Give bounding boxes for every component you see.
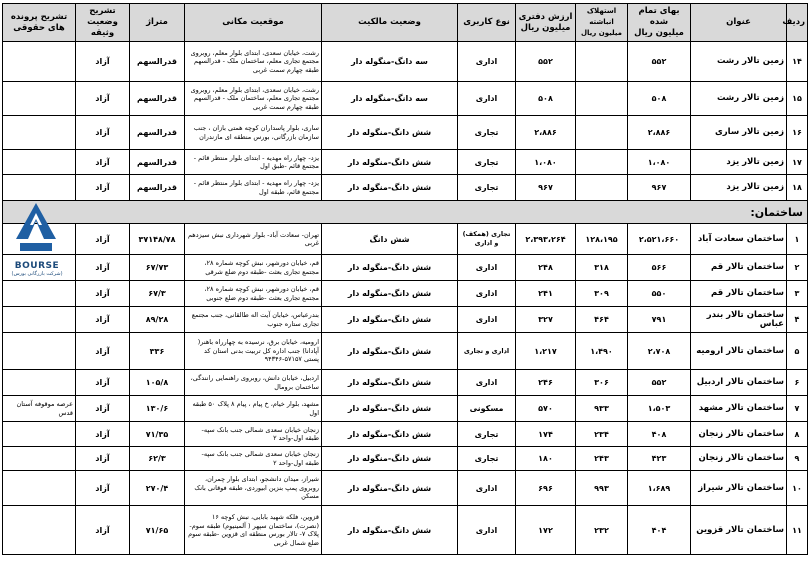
table-row	[3, 506, 808, 555]
cell-title: زمین تالار یزد	[691, 175, 787, 201]
logo-name: BOURSE	[14, 261, 60, 271]
cell-usage: تجاری	[458, 447, 516, 471]
cell-area: ۷۱/۳۵	[130, 422, 185, 447]
cell-usage: تجاری	[458, 116, 516, 150]
cell-deed: آزاد	[76, 471, 130, 506]
cell-depreciation: ۴۶۴	[576, 307, 628, 333]
cell-area: ۶۷/۳	[130, 281, 185, 307]
header-row	[3, 4, 808, 42]
table-row	[3, 281, 808, 307]
cell-area: ۸۹/۲۸	[130, 307, 185, 333]
cell-usage: تجاری	[458, 422, 516, 447]
cell-book-value: ۲۴۸	[516, 255, 576, 281]
cell-ownership: شش دانگ-منگوله دار	[322, 396, 458, 422]
cell-legal	[3, 116, 76, 150]
cell-usage: مسکونی	[458, 396, 516, 422]
table-row	[3, 396, 808, 422]
table-row	[3, 82, 808, 116]
cell-title: زمین تالار یزد	[691, 150, 787, 175]
table-row	[3, 224, 808, 255]
cell-title: ساختمان تالار ارومیه	[691, 333, 787, 370]
cell-book-value: ۱،۰۸۰	[516, 150, 576, 175]
cell-book-value: ۱۷۴	[516, 422, 576, 447]
cell-deed: آزاد	[76, 506, 130, 555]
cell-area: ۲۷۰/۴	[130, 471, 185, 506]
cell-depreciation	[576, 116, 628, 150]
header-deed: تشریح وضعیت وثیقه	[76, 4, 130, 42]
header-depreciation: استهلاک انباشته میلیون ریال	[576, 4, 628, 42]
cell-depreciation: ۳۰۶	[576, 370, 628, 396]
cell-title: زمین تالار ساری	[691, 116, 787, 150]
cell-cost: ۵۰۸	[628, 82, 691, 116]
cell-depreciation: ۳۰۹	[576, 281, 628, 307]
logo-subtitle: (شرکت بازرگانی بورس)	[11, 271, 63, 277]
table-row	[3, 471, 808, 506]
table-row	[3, 175, 808, 201]
cell-cost: ۴۲۳	[628, 447, 691, 471]
cell-deed: آزاد	[76, 447, 130, 471]
cell-deed: آزاد	[76, 116, 130, 150]
header-area: متراژ	[130, 4, 185, 42]
cell-legal	[3, 42, 76, 82]
cell-book-value: ۱،۲۱۷	[516, 333, 576, 370]
cell-radif: ۱۶	[787, 116, 808, 150]
header-book-value: ارزش دفتری میلیون ریال	[516, 4, 576, 42]
cell-title: ساختمان تالار زنجان	[691, 422, 787, 447]
cell-usage: اداری	[458, 255, 516, 281]
table-row	[3, 333, 808, 370]
cell-location: قم، خیابان دورشهر، نبش کوچه شماره ۲۸، مجتمع تجاری بعثت -طبقه دوم ضلع شرقی	[185, 255, 322, 281]
cell-depreciation: ۱۲۸،۱۹۵	[576, 224, 628, 255]
cell-legal	[3, 175, 76, 201]
asset-table	[2, 3, 808, 555]
cell-depreciation: ۳۱۸	[576, 255, 628, 281]
cell-legal	[3, 307, 76, 333]
cell-deed: آزاد	[76, 82, 130, 116]
cell-book-value: ۶۹۶	[516, 471, 576, 506]
cell-legal	[3, 333, 76, 370]
table-row	[3, 150, 808, 175]
cell-deed: آزاد	[76, 224, 130, 255]
cell-location: اردبیل، خیابان دانش، روبروی راهنمایی رانندگی، ساختمان برومال	[185, 370, 322, 396]
cell-usage: اداری	[458, 281, 516, 307]
cell-location: ارومیه، خیابان برق، نرسیده به چهارراه باهنر( آپادانا) جنب اداره کل تربیت بدنی استان کد پستی ۵۷۱۵۷-۹۴۳۴۶	[185, 333, 322, 370]
cell-book-value: ۲۴۶	[516, 370, 576, 396]
cell-radif: ۹	[787, 447, 808, 471]
cell-ownership: شش دانگ-منگوله دار	[322, 471, 458, 506]
cell-depreciation: ۲۴۳	[576, 447, 628, 471]
cell-legal	[3, 150, 76, 175]
cell-area: ۶۲/۳	[130, 447, 185, 471]
cell-location: قزوین، فلکه شهید بابایی، نبش کوچه ۱۶ (نصرت)، ساختمان سپهر ( آلمینیوم) طبقه سوم- پلاک ۷- تالار بورس منطقه ای قزوین -طبقه سوم ضلع شمال غربی	[185, 506, 322, 555]
cell-deed: آزاد	[76, 42, 130, 82]
cell-radif: ۱۵	[787, 82, 808, 116]
cell-usage: اداری و تجاری	[458, 333, 516, 370]
cell-legal	[3, 82, 76, 116]
cell-book-value: ۵۰۸	[516, 82, 576, 116]
cell-radif: ۶	[787, 370, 808, 396]
cell-title: ساختمان تالار قم	[691, 281, 787, 307]
cell-book-value: ۵۷۰	[516, 396, 576, 422]
cell-title: ساختمان تالار اردبیل	[691, 370, 787, 396]
cell-usage: اداری	[458, 370, 516, 396]
cell-location: تهران- سعادت آباد- بلوار شهرداری نبش سیزدهم غربی	[185, 224, 322, 255]
cell-location: یزد- چهار راه مهدیه - ابتدای بلوار منتظر قائم - مجتمع قائم، طبقه اول	[185, 175, 322, 201]
cell-area: ۱۳۰/۶	[130, 396, 185, 422]
table-row	[3, 116, 808, 150]
cell-area: قدرالسهم	[130, 175, 185, 201]
cell-ownership: شش دانگ-منگوله دار	[322, 255, 458, 281]
cell-radif: ۳	[787, 281, 808, 307]
cell-cost: ۲،۸۸۶	[628, 116, 691, 150]
cell-area: قدرالسهم	[130, 42, 185, 82]
cell-cost: ۵۵۲	[628, 370, 691, 396]
cell-deed: آزاد	[76, 255, 130, 281]
cell-cost: ۱،۰۸۰	[628, 150, 691, 175]
cell-deed: آزاد	[76, 422, 130, 447]
cell-depreciation	[576, 150, 628, 175]
cell-location: بندرعباس، خیابان آیت اله طالقانی، جنب مجتمع تجاری ستاره جنوب	[185, 307, 322, 333]
header-cost: بهای تمام شده میلیون ریال	[628, 4, 691, 42]
cell-radif: ۱۰	[787, 471, 808, 506]
bourse-logo-icon	[6, 199, 66, 269]
cell-title: ساختمان سعادت آباد	[691, 224, 787, 255]
cell-ownership: شش دانگ-منگوله دار	[322, 281, 458, 307]
table-row	[3, 255, 808, 281]
cell-book-value: ۲،۸۸۶	[516, 116, 576, 150]
table-row	[3, 307, 808, 333]
cell-radif: ۷	[787, 396, 808, 422]
cell-legal: عرصه موقوفه آستان قدس	[3, 396, 76, 422]
cell-title: ساختمان تالار قم	[691, 255, 787, 281]
cell-cost: ۲،۵۲۱،۶۶۰	[628, 224, 691, 255]
cell-area: قدرالسهم	[130, 82, 185, 116]
cell-ownership: شش دانگ	[322, 224, 458, 255]
table-row	[3, 42, 808, 82]
cell-title: زمین تالار رشت	[691, 82, 787, 116]
cell-location: رشت، خیابان سعدی، ابتدای بلوار معلم، روبروی مجتمع تجاری معلم، ساختمان ملک - قدرالسهم طبقه چهارم سمت غربی	[185, 82, 322, 116]
cell-radif: ۱۸	[787, 175, 808, 201]
cell-radif: ۲	[787, 255, 808, 281]
cell-area: ۷۱/۶۵	[130, 506, 185, 555]
cell-location: زنجان خیابان سعدی شمالی جنب بانک سپه- طبقه اول-واحد ۲	[185, 447, 322, 471]
cell-radif: ۸	[787, 422, 808, 447]
cell-ownership: سه دانگ-منگوله دار	[322, 82, 458, 116]
cell-title: زمین تالار رشت	[691, 42, 787, 82]
cell-location: ساری، بلوار پاسداران کوچه همتی بازان ، جنب سازمان بازرگانی، بورس منطقه ای مازندران	[185, 116, 322, 150]
cell-radif: ۵	[787, 333, 808, 370]
cell-depreciation: ۲۳۴	[576, 422, 628, 447]
header-ownership: وضعیت مالکیت	[322, 4, 458, 42]
asset-table-sheet	[2, 3, 807, 555]
cell-cost: ۱،۶۸۹	[628, 471, 691, 506]
cell-cost: ۲،۷۰۸	[628, 333, 691, 370]
cell-deed: آزاد	[76, 333, 130, 370]
cell-depreciation: ۹۳۳	[576, 396, 628, 422]
cell-title: ساختمان تالار زنجان	[691, 447, 787, 471]
building-rows	[3, 224, 808, 555]
cell-deed: آزاد	[76, 175, 130, 201]
cell-usage: تجاری (همکف) و اداری	[458, 224, 516, 255]
cell-location: مشهد، بلوار خیام، خ پیام ، پیام ۸ پلاک ۵۰ طبقه اول	[185, 396, 322, 422]
cell-cost: ۹۶۷	[628, 175, 691, 201]
cell-depreciation: ۱،۴۹۰	[576, 333, 628, 370]
cell-location: شیراز، میدان دانشجو، ابتدای بلوار چمران، روبروی پمپ بنزین ابیوردی، طبقه فوقانی بانک مسکن	[185, 471, 322, 506]
cell-title: ساختمان تالار بندر عباس	[691, 307, 787, 333]
cell-title: ساختمان تالار شیراز	[691, 471, 787, 506]
cell-radif: ۱۴	[787, 42, 808, 82]
cell-area: ۶۷/۷۳	[130, 255, 185, 281]
cell-depreciation	[576, 42, 628, 82]
cell-location: زنجان خیابان سعدی شمالی جنب بانک سپه- طبقه اول-واحد ۲	[185, 422, 322, 447]
cell-book-value: ۹۶۷	[516, 175, 576, 201]
cell-legal	[3, 370, 76, 396]
cell-area: ۱۰۵/۸	[130, 370, 185, 396]
cell-book-value: ۱۸۰	[516, 447, 576, 471]
cell-usage: تجاری	[458, 175, 516, 201]
table-row	[3, 422, 808, 447]
cell-cost: ۵۶۶	[628, 255, 691, 281]
cell-location: رشت، خیابان سعدی، ابتدای بلوار معلم، روبروی مجتمع تجاری معلم، ساختمان ملک - قدرالسهم طبقه چهارم سمت غربی	[185, 42, 322, 82]
cell-book-value: ۲۴۱	[516, 281, 576, 307]
header-title: عنوان	[691, 4, 787, 42]
cell-cost: ۱،۵۰۳	[628, 396, 691, 422]
cell-depreciation	[576, 82, 628, 116]
header-radif: ردیف	[787, 4, 808, 42]
cell-area: قدرالسهم	[130, 150, 185, 175]
cell-ownership: شش دانگ-منگوله دار	[322, 506, 458, 555]
cell-legal	[3, 447, 76, 471]
cell-ownership: شش دانگ-منگوله دار	[322, 175, 458, 201]
cell-ownership: شش دانگ-منگوله دار	[322, 370, 458, 396]
land-rows	[3, 42, 808, 201]
cell-ownership: شش دانگ-منگوله دار	[322, 307, 458, 333]
cell-usage: تجاری	[458, 150, 516, 175]
cell-area: ۳۳۶	[130, 333, 185, 370]
cell-book-value: ۱۷۲	[516, 506, 576, 555]
cell-usage: اداری	[458, 42, 516, 82]
cell-legal	[3, 422, 76, 447]
cell-cost: ۴۰۸	[628, 422, 691, 447]
cell-title: ساختمان تالار قزوین	[691, 506, 787, 555]
cell-radif: ۱۱	[787, 506, 808, 555]
cell-usage: اداری	[458, 471, 516, 506]
cell-deed: آزاد	[76, 150, 130, 175]
cell-usage: اداری	[458, 82, 516, 116]
cell-legal	[3, 281, 76, 307]
cell-location: قم، خیابان دورشهر، نبش کوچه شماره ۲۸، مجتمع تجاری بعثت -طبقه دوم ضلع جنوبی	[185, 281, 322, 307]
cell-deed: آزاد	[76, 281, 130, 307]
cell-title: ساختمان تالار مشهد	[691, 396, 787, 422]
cell-book-value: ۵۵۲	[516, 42, 576, 82]
cell-legal	[3, 506, 76, 555]
cell-cost: ۵۵۲	[628, 42, 691, 82]
cell-book-value: ۳۲۷	[516, 307, 576, 333]
cell-ownership: شش دانگ-منگوله دار	[322, 447, 458, 471]
header-legal: تشریح پرونده های حقوقی	[3, 4, 76, 42]
cell-radif: ۴	[787, 307, 808, 333]
section-label-buildings: ساختمان:	[3, 201, 808, 224]
header-usage: نوع کاربری	[458, 4, 516, 42]
section-divider	[3, 201, 808, 224]
cell-depreciation	[576, 175, 628, 201]
table-row	[3, 370, 808, 396]
cell-ownership: شش دانگ-منگوله دار	[322, 422, 458, 447]
cell-radif: ۱۷	[787, 150, 808, 175]
cell-legal	[3, 471, 76, 506]
cell-depreciation: ۹۹۳	[576, 471, 628, 506]
cell-deed: آزاد	[76, 307, 130, 333]
cell-deed: آزاد	[76, 396, 130, 422]
cell-area: قدرالسهم	[130, 116, 185, 150]
cell-ownership: شش دانگ-منگوله دار	[322, 116, 458, 150]
cell-depreciation: ۲۳۲	[576, 506, 628, 555]
cell-cost: ۴۰۴	[628, 506, 691, 555]
cell-radif: ۱	[787, 224, 808, 255]
cell-area: ۳۷۱۴۸/۷۸	[130, 224, 185, 255]
cell-ownership: شش دانگ-منگوله دار	[322, 150, 458, 175]
header-location: موقعیت مکانی	[185, 4, 322, 42]
cell-usage: اداری	[458, 307, 516, 333]
cell-deed: آزاد	[76, 370, 130, 396]
cell-ownership: شش دانگ-منگوله دار	[322, 333, 458, 370]
cell-cost: ۷۹۱	[628, 307, 691, 333]
table-row	[3, 447, 808, 471]
cell-usage: اداری	[458, 506, 516, 555]
cell-ownership: سه دانگ-منگوله دار	[322, 42, 458, 82]
cell-location: یزد- چهار راه مهدیه - ابتدای بلوار منتظر قائم - مجتمع قائم -طبق اول	[185, 150, 322, 175]
cell-book-value: ۲،۳۹۳،۲۶۴	[516, 224, 576, 255]
cell-cost: ۵۵۰	[628, 281, 691, 307]
